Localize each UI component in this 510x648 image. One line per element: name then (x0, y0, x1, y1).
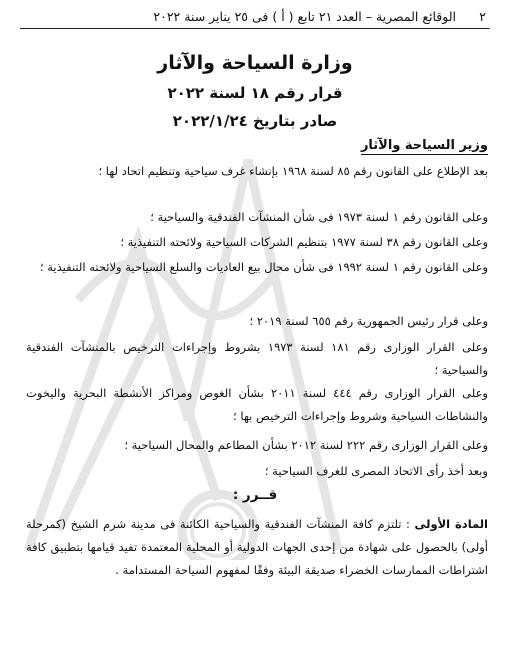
ministry-title: وزارة السياحة والآثار (157, 52, 353, 74)
preamble-item (26, 460, 488, 483)
preamble-text: وعلى القرار الوزارى رقم ٤٤٤ لسنة ٢٠١١ بشأن الغوص ومراكز الأنشطة البحرية واليخوت والنشاطات السياحية وشروط وإجراءات الترخيص بها ؛ (26, 386, 488, 423)
preamble-item (26, 206, 488, 229)
preamble-item (26, 382, 488, 428)
article-one (26, 513, 488, 582)
decided-heading: قــرر : (232, 487, 278, 503)
preamble-text: وعلى القرار الوزارى رقم ٢٢٢ لسنة ٢٠١٢ بشأن المطاعم والمحال السياحية ؛ (124, 438, 488, 452)
preamble-item (26, 160, 488, 183)
article-label: المادة الأولى (414, 517, 488, 531)
page-header (20, 8, 490, 29)
preamble-text: وبعد أخذ رأى الاتحاد المصرى للغرف السياحية ؛ (264, 464, 488, 478)
preamble-item (26, 231, 488, 254)
preamble-item (26, 256, 488, 279)
decree-number: قرار رقم ١٨ لسنة ٢٠٢٢ (167, 84, 343, 102)
page-number: ٢ (479, 9, 486, 24)
preamble-text: وعلى قرار رئيس الجمهورية رقم ٦٥٥ لسنة ٢٠١٩ ؛ (249, 314, 488, 328)
preamble-item (26, 310, 488, 333)
preamble-item (26, 434, 488, 457)
article-text: : تلتزم كافة المنشآت الفندقية والسياحية الكائنة فى مدينة شرم الشيخ (كمرحلة أولى) بالحصول على شهادة من إحدى الجهات الدولية أو المحلية المعتمدة تفيد قيامها بتطبيق كافة اشتراطات الممارسات الخضراء صديقة البيئة وفقًا لمفهوم السياحة المستدامة . (26, 517, 488, 577)
gazette-header-text: الوقائع المصرية – العدد ٢١ تابع ( أ ) فى ٢٥ يناير سنة ٢٠٢٢ (153, 9, 456, 24)
preamble-item (26, 336, 488, 382)
preamble-text: وعلى القانون رقم ٣٨ لسنة ١٩٧٧ بتنظيم الشركات السياحية ولائحته التنفيذية ؛ (120, 235, 488, 249)
preamble-text: وعلى القانون رقم ١ لسنة ١٩٧٣ فى شأن المنشآت الفندقية والسياحية ؛ (150, 210, 488, 224)
preamble-text: وعلى القانون رقم ١ لسنة ١٩٩٢ فى شأن محال بيع العاديات والسلع السياحية ولائحته التنفيذية ؛ (39, 260, 488, 274)
minister-heading: وزير السياحة والآثار (360, 138, 488, 153)
preamble-text: وعلى القرار الوزارى رقم ١٨١ لسنة ١٩٧٣ بشروط وإجراءات الترخيص بالمنشآت الفندقية والسياحية ؛ (26, 340, 488, 377)
preamble-text: بعد الإطلاع على القانون رقم ٨٥ لسنة ١٩٦٨ بإنشاء غرف سياحية وتنظيم اتحاد لها ؛ (98, 164, 488, 178)
issue-date: صادر بتاريخ ٢٠٢٢/١/٢٤ (172, 112, 338, 130)
